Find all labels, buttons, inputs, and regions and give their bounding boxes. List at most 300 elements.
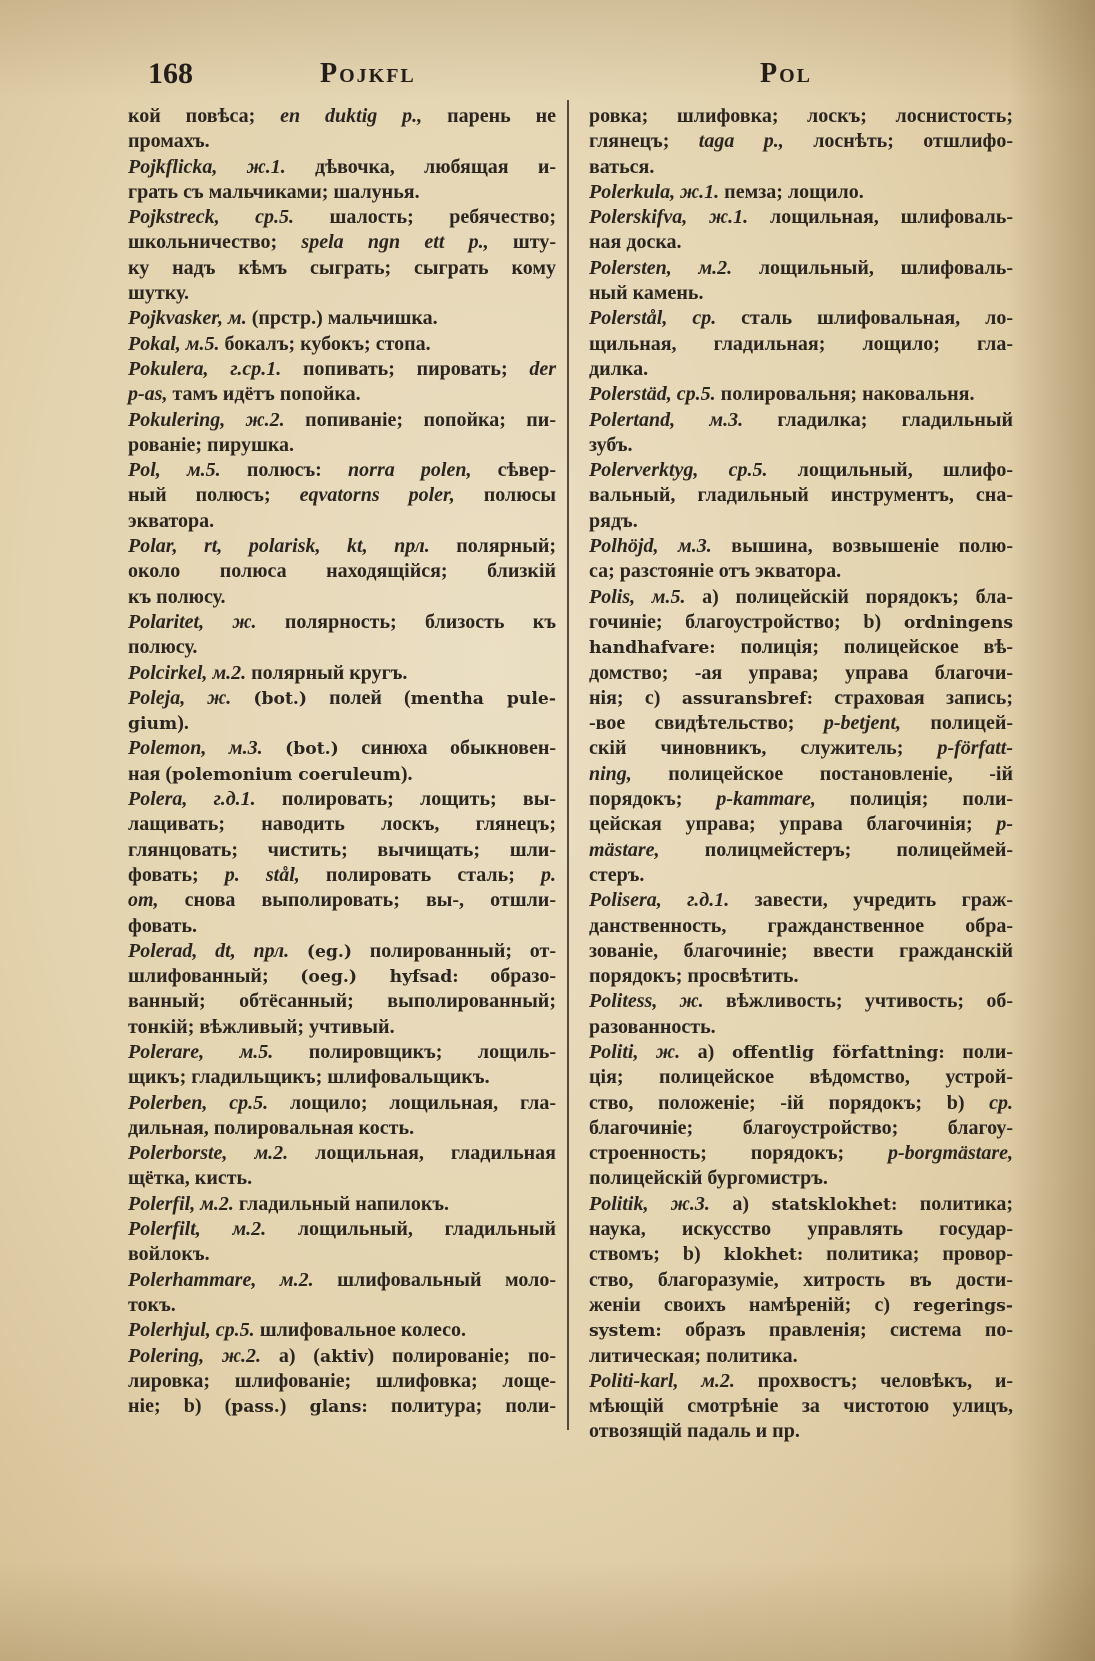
entry-line [128, 1091, 556, 1116]
definition-text: полюсы [454, 484, 556, 507]
headword: Pojkvasker, [128, 307, 223, 330]
definition-text: щикъ; гладильщикъ; шлифовальщикъ. [128, 1066, 490, 1089]
entry-line [128, 1217, 556, 1242]
italic-text: ning, [589, 762, 632, 785]
headword: Polerborste, [128, 1142, 228, 1165]
dictionary-entry [128, 205, 556, 306]
entry-line [128, 711, 556, 736]
headword: Politi, [589, 1040, 639, 1063]
entry-line [128, 1344, 556, 1369]
entry-line [128, 1065, 556, 1090]
entry-line [128, 408, 556, 433]
gothic-text: glans: [309, 1397, 368, 1418]
definition-text: лощило; лощильная, гла- [268, 1091, 556, 1114]
entry-line [128, 1166, 556, 1191]
italic-text: ж.1. [687, 206, 749, 229]
definition-text: политика; провор- [803, 1243, 1013, 1266]
gothic-text: aktiv [319, 1346, 368, 1367]
italic-text: ж.1. [217, 155, 286, 178]
italic-text: м.2. [256, 1268, 314, 1291]
entry-line [589, 1318, 1013, 1343]
definition-text: полярный кругъ. [246, 661, 408, 684]
entry-line [128, 964, 556, 989]
headword: Polerhammare, [128, 1268, 257, 1291]
entry-line [589, 939, 1013, 964]
dictionary-entry [589, 205, 1013, 256]
definition-text: политика; [897, 1192, 1013, 1215]
definition-text: полицей- [901, 712, 1013, 735]
italic-text: м. [223, 307, 247, 330]
entry-line [589, 433, 1013, 458]
definition-text: ). [177, 712, 189, 735]
italic-text: norra polen, [348, 459, 472, 482]
definition-text: рядъ. [589, 509, 638, 532]
entry-line [589, 104, 1013, 129]
italic-text: г.ср.1. [208, 357, 282, 380]
entry-line [128, 914, 556, 939]
italic-text: p- [996, 813, 1013, 836]
italic-text: ср.5. [698, 459, 768, 482]
entry-line [128, 306, 556, 331]
gothic-text: statsklokhet: [771, 1194, 898, 1215]
gothic-text: offentlig författning: [731, 1042, 945, 1063]
definition-text: кой повѣса; [128, 105, 281, 127]
definition-text: вышина, возвышеніе полю- [711, 535, 1014, 558]
definition-text: порядокъ; [589, 788, 717, 811]
definition-text: парень не [422, 105, 556, 127]
dictionary-entry [128, 686, 556, 737]
headword: Politik, [589, 1192, 649, 1215]
definition-text: стеръ. [589, 863, 645, 886]
entry-line [589, 483, 1013, 508]
definition-text: (прстр.) мальчишка. [246, 307, 438, 330]
definition-text: промахъ. [128, 130, 210, 153]
definition-text: разованность. [589, 1015, 716, 1038]
italic-text: м.5. [180, 332, 220, 355]
entry-line [128, 1040, 556, 1065]
definition-text: рованіе; пирушка. [128, 433, 295, 456]
definition-text: страховая запись; [812, 686, 1013, 709]
definition-text: лощильный, гладильный [266, 1218, 556, 1241]
definition-text: фовать. [128, 914, 198, 937]
entry-line [589, 610, 1013, 635]
definition-text: полиція; полицейское вѣ- [715, 636, 1013, 659]
italic-text: p-borgmästare, [888, 1142, 1013, 1165]
italic-text: ж. [657, 990, 704, 1013]
entry-line [589, 787, 1013, 812]
definition-text: глянцовать; чистить; вычищать; шли- [128, 838, 556, 861]
headword: Pojkflicka, [128, 155, 218, 178]
definition-text: ствомъ; b) [589, 1243, 724, 1266]
dictionary-entry [128, 332, 556, 357]
italic-text: rt, polarisk, kt, прл. [177, 535, 430, 558]
entry-line [128, 281, 556, 306]
entry-line [589, 256, 1013, 281]
headword: Polerstäd, [589, 383, 672, 406]
gothic-text: (bot.) [285, 739, 339, 760]
entry-line [589, 686, 1013, 711]
gothic-text: polemonium coeruleum [172, 764, 401, 785]
italic-text: p-as, [128, 383, 168, 406]
dictionary-entry [128, 610, 556, 661]
entry-line [128, 1268, 556, 1293]
headword: Polemon, [128, 737, 207, 760]
entry-line [589, 1040, 1013, 1065]
definition-text: образъ правленія; система по- [661, 1319, 1013, 1342]
headword: Pojkstreck, [128, 206, 220, 229]
entry-line [128, 483, 556, 508]
definition-text: полиція; поли- [815, 788, 1013, 811]
dictionary-entry [589, 888, 1013, 989]
definition-text: сталь шлифовальная, ло- [716, 307, 1013, 330]
entry-line [128, 1394, 556, 1419]
entry-line [128, 509, 556, 534]
definition-text: строенность; порядокъ; [589, 1142, 888, 1165]
definition-text: токъ. [128, 1293, 176, 1316]
entry-line [589, 332, 1013, 357]
italic-text: p-kammare, [716, 788, 816, 811]
entry-line [128, 989, 556, 1014]
dictionary-entry [128, 1091, 556, 1142]
definition-text: лощильный, шлифо- [767, 459, 1013, 482]
headword: Polera, [128, 788, 188, 811]
italic-text: м.2. [671, 256, 733, 279]
italic-text: м.3. [675, 408, 744, 431]
definition-text: женіи своихъ намѣреній; c) [589, 1293, 914, 1316]
entry-line [589, 408, 1013, 433]
dictionary-entry [128, 104, 556, 155]
definition-text: поли- [944, 1040, 1013, 1063]
entry-line [589, 357, 1013, 382]
definition-text: дѣвочка, любящая и- [285, 155, 557, 178]
entry-line [128, 433, 556, 458]
definition-text: ство, положеніе; -ій порядокъ; b) [589, 1091, 990, 1114]
dictionary-entry [128, 534, 556, 610]
page-number: 168 [148, 57, 193, 90]
italic-text: spela ngn ett p., [301, 231, 489, 254]
definition-text: ваться. [589, 155, 655, 178]
definition-text: данственность, гражданственное обра- [589, 914, 1013, 937]
entry-line [128, 888, 556, 913]
definition-text: прохвостъ; человѣкъ, и- [734, 1369, 1014, 1392]
entry-line [589, 559, 1013, 584]
definition-text: лощильная, гладильная [288, 1142, 557, 1165]
definition-text: грать съ мальчиками; шалунья. [128, 180, 420, 203]
entry-line [128, 205, 556, 230]
entry-line [128, 180, 556, 205]
entry-line [589, 458, 1013, 483]
entry-line [128, 1318, 556, 1343]
dictionary-entry [128, 1141, 556, 1192]
italic-text: en duktig p., [280, 105, 423, 127]
headword: Polcirkel, [128, 661, 208, 684]
definition-text: порядокъ; просвѣтить. [589, 965, 799, 988]
gothic-text: mentha pule- [410, 688, 557, 709]
headword: Polerare, [128, 1040, 205, 1063]
headword: Politess, [589, 990, 658, 1013]
definition-text: шлифовальное колесо. [254, 1319, 467, 1342]
definition-text: снова выполировать; вы-, отшли- [158, 889, 556, 912]
definition-text: ). [400, 762, 413, 785]
definition-text: щильная, гладильная; лощило; гла- [589, 332, 1013, 355]
italic-text: г.д.1. [187, 788, 256, 811]
entry-line [589, 1369, 1013, 1394]
entry-line [589, 1065, 1013, 1090]
definition-text: цейская управа; управа благочинія; [589, 813, 997, 836]
entry-line [589, 155, 1013, 180]
definition-text: полировать сталь; [299, 863, 541, 886]
italic-text: mästare, [589, 838, 660, 861]
definition-text: полярность; близость къ [256, 610, 556, 633]
entry-line [128, 230, 556, 255]
italic-text: ж.3. [648, 1192, 710, 1215]
italic-text: ж. [204, 610, 257, 633]
dictionary-entry [589, 534, 1013, 585]
entry-line [128, 1369, 556, 1394]
dictionary-entry [589, 408, 1013, 459]
definition-text: полированный; от- [352, 939, 556, 962]
gothic-text: (eg.) [306, 941, 353, 962]
definition-text: зубъ. [589, 433, 633, 456]
headword: Pokal, [128, 332, 181, 355]
definition-text: зованіе, благочиніе; ввести гражданскій [589, 939, 1013, 962]
entry-line [589, 1015, 1013, 1040]
definition-text: ніе; b) ( [128, 1395, 232, 1418]
entry-line [589, 888, 1013, 913]
definition-text: полировщикъ; лощиль- [273, 1040, 556, 1063]
definition-text: полярный; [429, 535, 556, 558]
entry-line [128, 863, 556, 888]
entry-line [128, 838, 556, 863]
entry-line [128, 939, 556, 964]
headword: Polertand, [589, 408, 676, 431]
definition-text: ная ( [128, 762, 173, 785]
definition-text: лоснѣть; отшлифо- [783, 130, 1013, 153]
entry-line [589, 1394, 1013, 1419]
italic-text: p. [541, 863, 556, 886]
dictionary-entry [128, 1192, 556, 1217]
italic-text: ср.5. [671, 383, 716, 406]
guide-word-first: Pojkfl [320, 58, 416, 89]
entry-line [589, 1166, 1013, 1191]
entry-line [128, 332, 556, 357]
headword: Polerben, [128, 1091, 208, 1114]
entry-line [128, 736, 556, 761]
definition-text: глянецъ; [589, 130, 699, 153]
dictionary-entry [589, 256, 1013, 307]
definition-text: a) [680, 1040, 732, 1063]
headword: Polerfilt, [128, 1218, 201, 1241]
definition-text: школьничество; [128, 231, 302, 254]
headword: Polerverktyg, [589, 459, 699, 482]
definition-text: ный полюсъ; [128, 484, 300, 507]
definition-text: ровка; шлифовка; лоскъ; лоснистость; [589, 105, 1013, 127]
definition-text: шутку. [128, 282, 189, 305]
definition-text: a) ( [261, 1344, 320, 1367]
headword: Polerad, [128, 939, 198, 962]
entry-line [589, 1344, 1013, 1369]
definition-text: попиваніе; попойка; пи- [284, 408, 556, 431]
italic-text: eqvatorns poler, [299, 484, 455, 507]
definition-text: ) полированіе; по- [367, 1344, 557, 1367]
dictionary-entry [128, 458, 556, 534]
definition-text: сѣвер- [471, 459, 556, 482]
entry-line [589, 509, 1013, 534]
headword: Polis, [589, 585, 636, 608]
italic-text: м.2. [207, 661, 247, 684]
definition-text: литическая; политика. [589, 1344, 798, 1367]
entry-line [589, 1141, 1013, 1166]
headword: Pol, [128, 459, 161, 482]
entry-line [589, 661, 1013, 686]
italic-text: ж.2. [204, 1344, 261, 1367]
entry-line [589, 711, 1013, 736]
headword: Polerstål, [589, 307, 668, 330]
definition-text: домство; -ая управа; управа благочи- [589, 661, 1013, 684]
headword: Polar, [128, 535, 178, 558]
definition-text: лировка; шлифованіе; шлифовка; лоще- [128, 1369, 556, 1392]
italic-text: der [529, 357, 556, 380]
italic-text: ср.5. [210, 1319, 255, 1342]
dictionary-entry [589, 382, 1013, 407]
gothic-text: ordningens [903, 612, 1013, 633]
definition-text: ) [279, 1395, 310, 1418]
entry-line [589, 180, 1013, 205]
gothic-text: assuransbref: [681, 688, 813, 709]
guide-word-last: Pol [760, 58, 812, 89]
definition-text: попивать; пировать; [281, 357, 530, 380]
gothic-text: (bot.) [253, 688, 308, 709]
definition-text: ванный; обтёсанный; выполированный; [128, 990, 556, 1013]
entry-line [128, 1116, 556, 1141]
gothic-text: handhafvare: [589, 638, 716, 659]
definition-text: шту- [488, 231, 557, 254]
definition-text: скій чиновникъ, служитель; [589, 737, 938, 760]
left-column [128, 104, 556, 1419]
gothic-text: gium [128, 714, 178, 735]
entry-line [128, 1242, 556, 1267]
definition-text: лащивать; наводить лоскъ, глянецъ; [128, 813, 556, 836]
definition-text: шалость; ребячество; [294, 206, 556, 229]
entry-line [589, 205, 1013, 230]
italic-text: ж.1. [675, 180, 720, 203]
definition-text: гладилка; гладильный [743, 408, 1013, 431]
entry-line [589, 1293, 1013, 1318]
entry-line [589, 989, 1013, 1014]
dictionary-entry [128, 1040, 556, 1091]
definition-text: полюсъ: [220, 459, 349, 482]
entry-line [589, 964, 1013, 989]
definition-text: образо- [458, 965, 556, 988]
column-rule [567, 100, 569, 1430]
entry-line [589, 838, 1013, 863]
entry-line [589, 762, 1013, 787]
dictionary-entry [589, 458, 1013, 534]
headword: Polerkula, [589, 180, 676, 203]
italic-text: м.5. [635, 585, 686, 608]
headword: Polhöjd, [589, 535, 659, 558]
entry-line [128, 686, 556, 711]
entry-line [589, 812, 1013, 837]
italic-text: м.5. [160, 459, 221, 482]
dictionary-entry [128, 306, 556, 331]
dictionary-entry [128, 408, 556, 459]
entry-line [128, 1015, 556, 1040]
definition-text: ку надъ кѣмъ сыграть; сыграть кому [128, 256, 556, 279]
entry-line [128, 610, 556, 635]
definition-text: вальный, гладильный инструментъ, сна- [589, 484, 1013, 507]
italic-text: м.2. [200, 1218, 267, 1241]
entry-line [589, 1091, 1013, 1116]
italic-text: м.2. [227, 1142, 289, 1165]
dictionary-entry [128, 1318, 556, 1343]
definition-text: завести, учредить граж- [729, 889, 1013, 912]
entry-line [128, 256, 556, 281]
entry-line [128, 762, 556, 787]
definition-text: вѣжливость; учтивость; об- [703, 990, 1013, 1013]
italic-text: ср.5. [207, 1091, 269, 1114]
entry-line [589, 585, 1013, 610]
entry-line [589, 534, 1013, 559]
definition-text: шлифовальный моло- [313, 1268, 557, 1291]
headword: Polerskifva, [589, 206, 688, 229]
dictionary-entry [128, 736, 556, 787]
italic-text: м.2. [678, 1369, 735, 1392]
entry-line [128, 382, 556, 407]
definition-text: полицейскій бургомистръ. [589, 1167, 828, 1190]
headword: Polisera, [589, 889, 662, 912]
dictionary-entry [589, 989, 1013, 1040]
entry-line [128, 1192, 556, 1217]
definition-text: тамъ идётъ попойка. [167, 383, 361, 406]
gothic-text: (oeg.) hyfsad: [300, 967, 459, 988]
headword: Politi-karl, [589, 1369, 679, 1392]
definition-text: полей ( [307, 686, 411, 709]
entry-line [589, 230, 1013, 255]
dictionary-entry [589, 1040, 1013, 1192]
entry-line [128, 585, 556, 610]
definition-text: щётка, кисть. [128, 1167, 253, 1190]
italic-text: ср. [989, 1091, 1013, 1114]
headword: Pokulering, [128, 408, 226, 431]
entry-line [128, 534, 556, 559]
definition-text: войлокъ. [128, 1243, 210, 1266]
definition-text: пемза; лощило. [719, 180, 864, 203]
definition-text: отвозящій падаль и пр. [589, 1420, 800, 1443]
definition-text: около полюса находящійся; близкій [128, 560, 556, 583]
definition-text: ство, благоразуміе, хитрость въ дости- [589, 1268, 1013, 1291]
dictionary-entry [589, 104, 1013, 180]
entry-line [128, 787, 556, 812]
headword: Pokulera, [128, 357, 209, 380]
entry-line [589, 281, 1013, 306]
definition-text: бокалъ; кубокъ; стопа. [219, 332, 431, 355]
italic-text: taga p., [698, 130, 784, 153]
entry-line [589, 635, 1013, 660]
entry-line [589, 736, 1013, 761]
italic-text: ср. [667, 307, 717, 330]
entry-line [589, 306, 1013, 331]
headword: Polerhjul, [128, 1319, 211, 1342]
dictionary-entry [128, 357, 556, 408]
dictionary-entry [128, 155, 556, 206]
definition-text: полюсу. [128, 636, 198, 659]
gothic-text: klokhet: [723, 1245, 804, 1266]
gothic-text: regerings- [913, 1295, 1013, 1316]
entry-line [589, 914, 1013, 939]
entry-line [128, 635, 556, 660]
entry-line [589, 1116, 1013, 1141]
